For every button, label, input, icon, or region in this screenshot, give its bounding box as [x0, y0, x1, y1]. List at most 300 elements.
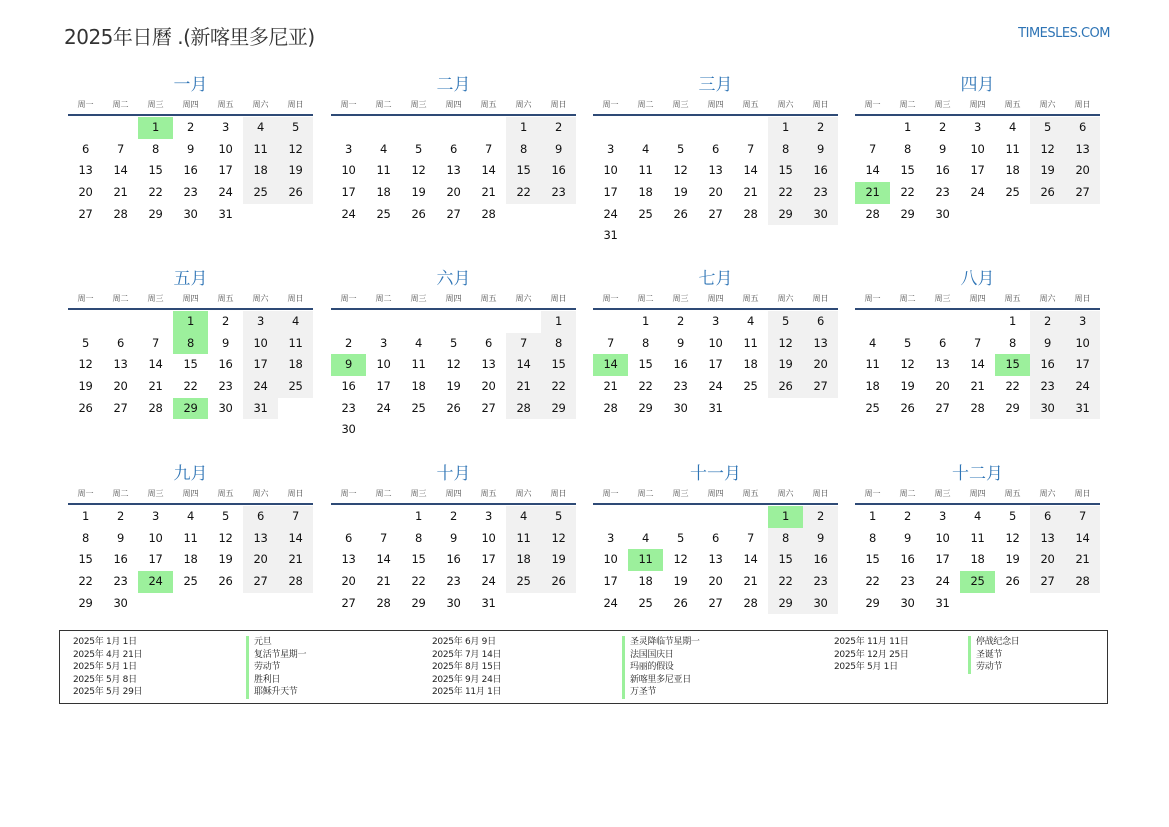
- weekday-label: 周二: [375, 100, 392, 109]
- day-cell: 4: [414, 335, 423, 350]
- holiday-day-cell: 21: [855, 182, 890, 204]
- day-cell: 2: [676, 314, 685, 328]
- weekday-label: 周三: [147, 294, 164, 303]
- day-cell: 4: [641, 530, 650, 545]
- day-cell: 22: [541, 376, 576, 398]
- holiday-day-cell: 14: [593, 354, 628, 376]
- day-cell: 5: [1030, 117, 1065, 139]
- weekday-label: 周二: [899, 294, 916, 303]
- day-cell: 6: [1065, 117, 1100, 139]
- day-cell: 23: [803, 571, 838, 593]
- day-cell: 3: [711, 314, 720, 328]
- weekday-label: 周日: [550, 100, 567, 109]
- day-cell: 6: [116, 335, 125, 350]
- day-cell: 6: [711, 530, 720, 545]
- weekday-label: 周三: [672, 294, 689, 303]
- holiday-day-cell: 1: [768, 506, 803, 528]
- day-cell: 24: [603, 206, 618, 221]
- day-cell: 2: [344, 335, 353, 350]
- day-cell: 17: [218, 163, 233, 178]
- day-cell: 30: [113, 595, 128, 610]
- empty-cell: [593, 117, 628, 139]
- day-cell: 20: [803, 354, 838, 376]
- day-cell: 18: [411, 379, 426, 394]
- day-cell: 13: [446, 163, 461, 178]
- holiday-name: 劳动节: [968, 661, 1020, 674]
- empty-cell: [401, 117, 436, 139]
- day-cell: 27: [1065, 182, 1100, 204]
- day-cell: 10: [376, 357, 391, 372]
- holiday-day-cell: 1: [138, 117, 173, 139]
- day-cell: 10: [708, 335, 723, 350]
- day-cell: 23: [341, 400, 356, 415]
- month-block: [855, 463, 1100, 614]
- day-cell: 8: [506, 139, 541, 161]
- holiday-date: 2025年 4月 21日: [73, 649, 143, 660]
- month-name: 十月: [436, 464, 471, 484]
- day-cell: 12: [768, 333, 803, 355]
- day-grid: [593, 117, 838, 247]
- day-cell: 16: [218, 357, 233, 372]
- weekday-label: 周二: [112, 100, 129, 109]
- holiday-day-cell: 15: [995, 354, 1030, 376]
- day-cell: 13: [113, 357, 128, 372]
- month-block: [855, 74, 1100, 225]
- day-cell: 29: [900, 206, 915, 221]
- day-cell: 25: [743, 379, 758, 394]
- month-name: 二月: [436, 75, 471, 95]
- empty-cell: [593, 311, 628, 333]
- holiday-name: 复活节星期一: [246, 649, 306, 662]
- day-cell: 4: [641, 141, 650, 156]
- day-cell: 8: [903, 141, 912, 156]
- month-block: [68, 268, 313, 419]
- weekday-label: 周五: [1004, 294, 1021, 303]
- weekday-label: 周二: [375, 489, 392, 498]
- day-cell: 30: [803, 204, 838, 226]
- day-cell: 13: [481, 357, 496, 372]
- weekday-label: 周日: [550, 489, 567, 498]
- day-cell: 21: [743, 185, 758, 200]
- day-cell: 7: [606, 335, 615, 350]
- day-cell: 28: [481, 206, 496, 221]
- weekday-label: 周六: [777, 294, 794, 303]
- day-cell: 25: [183, 574, 198, 589]
- day-cell: 18: [865, 379, 880, 394]
- day-cell: 23: [218, 379, 233, 394]
- empty-cell: [331, 311, 366, 333]
- weekday-label: 周三: [147, 100, 164, 109]
- weekday-label: 周二: [637, 294, 654, 303]
- day-cell: 8: [768, 139, 803, 161]
- weekday-label: 周四: [969, 489, 986, 498]
- weekday-label: 周日: [287, 100, 304, 109]
- empty-cell: [471, 311, 506, 333]
- weekday-label: 周六: [252, 100, 269, 109]
- empty-cell: [471, 117, 506, 139]
- day-cell: 10: [148, 530, 163, 545]
- empty-cell: [68, 311, 103, 333]
- empty-cell: [103, 117, 138, 139]
- weekday-label: 周日: [1074, 100, 1091, 109]
- weekday-label: 周五: [742, 489, 759, 498]
- day-cell: 23: [113, 574, 128, 589]
- day-cell: 15: [541, 354, 576, 376]
- weekday-label: 周一: [602, 100, 619, 109]
- day-cell: 5: [676, 141, 685, 156]
- day-cell: 23: [673, 379, 688, 394]
- day-cell: 4: [746, 314, 755, 328]
- day-cell: 5: [81, 335, 90, 350]
- day-cell: 16: [541, 160, 576, 182]
- weekday-header: [68, 485, 313, 505]
- weekday-label: 周三: [934, 489, 951, 498]
- day-grid: [593, 506, 838, 614]
- day-cell: 13: [935, 357, 950, 372]
- day-cell: 30: [446, 595, 461, 610]
- day-cell: 20: [78, 185, 93, 200]
- day-cell: 13: [243, 528, 278, 550]
- day-cell: 19: [768, 354, 803, 376]
- empty-cell: [401, 311, 436, 333]
- weekday-label: 周一: [340, 294, 357, 303]
- day-grid: [331, 311, 576, 441]
- empty-cell: [890, 311, 925, 333]
- holiday-date: 2025年 11月 11日: [834, 637, 909, 647]
- day-cell: 16: [1030, 354, 1065, 376]
- empty-cell: [436, 117, 471, 139]
- day-cell: 24: [603, 595, 618, 610]
- weekday-label: 周日: [287, 294, 304, 303]
- month-name: 六月: [436, 269, 471, 289]
- day-cell: 9: [541, 139, 576, 161]
- holiday-name: 停战纪念日: [968, 636, 1020, 649]
- holiday-name: 耶稣升天节: [246, 686, 306, 699]
- weekday-label: 周二: [899, 489, 916, 498]
- day-cell: 13: [803, 333, 838, 355]
- day-cell: 8: [768, 528, 803, 550]
- day-cell: 31: [218, 206, 233, 221]
- day-cell: 10: [603, 163, 618, 178]
- day-cell: 20: [341, 574, 356, 589]
- weekday-label: 周六: [515, 100, 532, 109]
- weekday-label: 周四: [707, 100, 724, 109]
- day-cell: 14: [278, 528, 313, 550]
- day-cell: 27: [803, 376, 838, 398]
- day-cell: 20: [481, 379, 496, 394]
- day-cell: 18: [638, 574, 653, 589]
- weekday-header: [68, 96, 313, 116]
- weekday-label: 周一: [864, 489, 881, 498]
- day-cell: 9: [186, 141, 195, 156]
- holiday-day-cell: 11: [628, 549, 663, 571]
- day-cell: 13: [341, 552, 356, 567]
- day-cell: 28: [743, 206, 758, 221]
- day-cell: 5: [1008, 509, 1017, 523]
- day-cell: 29: [78, 595, 93, 610]
- weekday-label: 周六: [515, 489, 532, 498]
- holiday-date: 2025年 8月 15日: [432, 662, 502, 673]
- day-cell: 5: [449, 335, 458, 350]
- weekday-label: 周日: [287, 489, 304, 498]
- day-cell: 24: [1065, 376, 1100, 398]
- day-cell: 18: [376, 185, 391, 200]
- weekday-label: 周一: [864, 294, 881, 303]
- day-cell: 16: [341, 379, 356, 394]
- day-cell: 19: [411, 185, 426, 200]
- day-cell: 4: [379, 141, 388, 156]
- day-cell: 2: [186, 120, 195, 134]
- empty-cell: [628, 117, 663, 139]
- day-cell: 11: [1005, 141, 1020, 156]
- day-cell: 17: [481, 552, 496, 567]
- day-cell: 4: [278, 311, 313, 333]
- day-cell: 19: [673, 574, 688, 589]
- weekday-label: 周五: [742, 100, 759, 109]
- day-cell: 31: [603, 228, 618, 243]
- day-cell: 15: [148, 163, 163, 178]
- day-cell: 10: [603, 552, 618, 567]
- holiday-name: 元旦: [246, 636, 306, 649]
- day-cell: 3: [221, 120, 230, 134]
- day-cell: 29: [768, 204, 803, 226]
- day-cell: 1: [541, 311, 576, 333]
- day-cell: 17: [603, 185, 618, 200]
- day-cell: 18: [278, 354, 313, 376]
- day-cell: 18: [1005, 163, 1020, 178]
- month-block: [593, 463, 838, 614]
- day-cell: 27: [446, 206, 461, 221]
- day-cell: 26: [78, 400, 93, 415]
- holiday-name: 圣灵降临节星期一: [622, 636, 700, 649]
- day-cell: 10: [970, 141, 985, 156]
- day-cell: 10: [243, 333, 278, 355]
- day-grid: [855, 506, 1100, 614]
- day-cell: 5: [221, 509, 230, 523]
- day-cell: 22: [78, 574, 93, 589]
- day-cell: 8: [641, 335, 650, 350]
- day-cell: 22: [183, 379, 198, 394]
- day-cell: 16: [446, 552, 461, 567]
- day-grid: [855, 311, 1100, 419]
- legend-names-1: [246, 636, 306, 699]
- weekday-label: 周五: [1004, 489, 1021, 498]
- holiday-name: 胜利日: [246, 674, 306, 687]
- day-cell: 29: [768, 593, 803, 615]
- day-cell: 31: [1065, 398, 1100, 420]
- day-cell: 26: [768, 376, 803, 398]
- day-cell: 24: [935, 574, 950, 589]
- weekday-label: 周日: [812, 100, 829, 109]
- day-cell: 16: [183, 163, 198, 178]
- day-cell: 10: [1065, 333, 1100, 355]
- weekday-label: 周一: [602, 489, 619, 498]
- weekday-label: 周三: [934, 100, 951, 109]
- day-cell: 10: [341, 163, 356, 178]
- empty-cell: [331, 506, 366, 528]
- day-cell: 14: [113, 163, 128, 178]
- day-cell: 23: [1030, 376, 1065, 398]
- weekday-label: 周六: [1039, 489, 1056, 498]
- day-cell: 21: [113, 185, 128, 200]
- day-cell: 25: [1005, 185, 1020, 200]
- weekday-label: 周四: [707, 489, 724, 498]
- day-cell: 2: [449, 509, 458, 523]
- day-cell: 16: [803, 160, 838, 182]
- day-cell: 14: [970, 357, 985, 372]
- day-cell: 14: [148, 357, 163, 372]
- day-cell: 21: [603, 379, 618, 394]
- day-cell: 3: [1065, 311, 1100, 333]
- day-cell: 17: [970, 163, 985, 178]
- day-cell: 25: [506, 571, 541, 593]
- day-cell: 3: [151, 509, 160, 523]
- day-cell: 24: [970, 185, 985, 200]
- day-cell: 30: [803, 593, 838, 615]
- day-cell: 9: [1030, 333, 1065, 355]
- holiday-date: 2025年 5月 29日: [73, 687, 143, 698]
- day-cell: 21: [743, 574, 758, 589]
- day-cell: 26: [900, 400, 915, 415]
- day-cell: 31: [243, 398, 278, 420]
- day-cell: 1: [81, 509, 90, 523]
- day-cell: 9: [903, 530, 912, 545]
- day-cell: 10: [481, 530, 496, 545]
- day-cell: 15: [506, 160, 541, 182]
- day-cell: 23: [803, 182, 838, 204]
- day-cell: 12: [673, 552, 688, 567]
- day-cell: 20: [708, 574, 723, 589]
- day-cell: 1: [506, 117, 541, 139]
- day-cell: 31: [935, 595, 950, 610]
- empty-cell: [855, 117, 890, 139]
- day-cell: 5: [676, 530, 685, 545]
- weekday-label: 周四: [182, 489, 199, 498]
- weekday-label: 周四: [969, 294, 986, 303]
- day-cell: 3: [243, 311, 278, 333]
- day-cell: 22: [506, 182, 541, 204]
- day-cell: 7: [746, 141, 755, 156]
- day-cell: 14: [376, 552, 391, 567]
- day-cell: 28: [148, 400, 163, 415]
- day-cell: 29: [638, 400, 653, 415]
- day-cell: 26: [411, 206, 426, 221]
- month-name: 四月: [960, 75, 995, 95]
- day-cell: 28: [743, 595, 758, 610]
- day-cell: 9: [676, 335, 685, 350]
- weekday-header: [593, 290, 838, 310]
- day-cell: 1: [1008, 314, 1017, 328]
- day-cell: 3: [344, 141, 353, 156]
- day-cell: 13: [708, 552, 723, 567]
- empty-cell: [733, 117, 768, 139]
- weekday-label: 周日: [550, 294, 567, 303]
- day-cell: 26: [1005, 574, 1020, 589]
- day-cell: 27: [78, 206, 93, 221]
- day-cell: 29: [541, 398, 576, 420]
- day-cell: 30: [1030, 398, 1065, 420]
- day-cell: 10: [935, 530, 950, 545]
- weekday-label: 周五: [480, 100, 497, 109]
- holiday-name: 法国国庆日: [622, 649, 700, 662]
- weekday-label: 周一: [77, 100, 94, 109]
- day-cell: 6: [711, 141, 720, 156]
- day-cell: 2: [903, 509, 912, 523]
- day-cell: 1: [768, 117, 803, 139]
- day-cell: 19: [218, 552, 233, 567]
- holiday-day-cell: 24: [138, 571, 173, 593]
- holiday-date: 2025年 6月 9日: [432, 637, 496, 647]
- legend-dates-1: [73, 636, 142, 699]
- day-cell: 11: [638, 163, 653, 178]
- day-cell: 22: [148, 185, 163, 200]
- day-cell: 23: [446, 574, 461, 589]
- day-cell: 19: [541, 549, 576, 571]
- day-cell: 11: [970, 530, 985, 545]
- day-grid: [855, 117, 1100, 225]
- day-grid: [68, 117, 313, 225]
- site-link[interactable]: TIMESLES.COM: [1018, 26, 1110, 41]
- weekday-label: 周一: [602, 294, 619, 303]
- day-cell: 11: [411, 357, 426, 372]
- day-cell: 31: [481, 595, 496, 610]
- day-cell: 13: [1065, 139, 1100, 161]
- day-cell: 11: [865, 357, 880, 372]
- day-cell: 16: [900, 552, 915, 567]
- day-cell: 12: [1030, 139, 1065, 161]
- day-cell: 25: [243, 182, 278, 204]
- legend-dates-3: [834, 636, 909, 674]
- day-cell: 4: [1008, 120, 1017, 134]
- holiday-date: 2025年 12月 25日: [834, 649, 909, 660]
- day-cell: 26: [278, 182, 313, 204]
- holiday-day-cell: 9: [331, 354, 366, 376]
- day-cell: 19: [446, 379, 461, 394]
- day-cell: 8: [81, 530, 90, 545]
- month-name: 十二月: [952, 464, 1003, 484]
- holiday-day-cell: 25: [960, 571, 995, 593]
- day-cell: 24: [481, 574, 496, 589]
- day-cell: 26: [541, 571, 576, 593]
- day-cell: 15: [865, 552, 880, 567]
- holiday-date: 2025年 1月 1日: [73, 637, 137, 647]
- weekday-label: 周三: [672, 489, 689, 498]
- day-cell: 30: [218, 400, 233, 415]
- day-cell: 17: [1065, 354, 1100, 376]
- empty-cell: [698, 117, 733, 139]
- day-cell: 15: [411, 552, 426, 567]
- day-cell: 21: [481, 185, 496, 200]
- day-cell: 1: [903, 120, 912, 134]
- weekday-label: 周四: [182, 100, 199, 109]
- day-cell: 29: [865, 595, 880, 610]
- day-cell: 15: [768, 160, 803, 182]
- day-cell: 24: [341, 206, 356, 221]
- day-cell: 18: [743, 357, 758, 372]
- day-cell: 7: [506, 333, 541, 355]
- day-cell: 2: [1030, 311, 1065, 333]
- day-cell: 4: [973, 509, 982, 523]
- day-cell: 14: [743, 163, 758, 178]
- empty-cell: [593, 506, 628, 528]
- day-cell: 17: [935, 552, 950, 567]
- holiday-date: 2025年 7月 14日: [432, 649, 502, 660]
- day-cell: 28: [376, 595, 391, 610]
- day-cell: 25: [278, 376, 313, 398]
- day-cell: 26: [673, 595, 688, 610]
- day-cell: 12: [1005, 530, 1020, 545]
- day-cell: 26: [1030, 182, 1065, 204]
